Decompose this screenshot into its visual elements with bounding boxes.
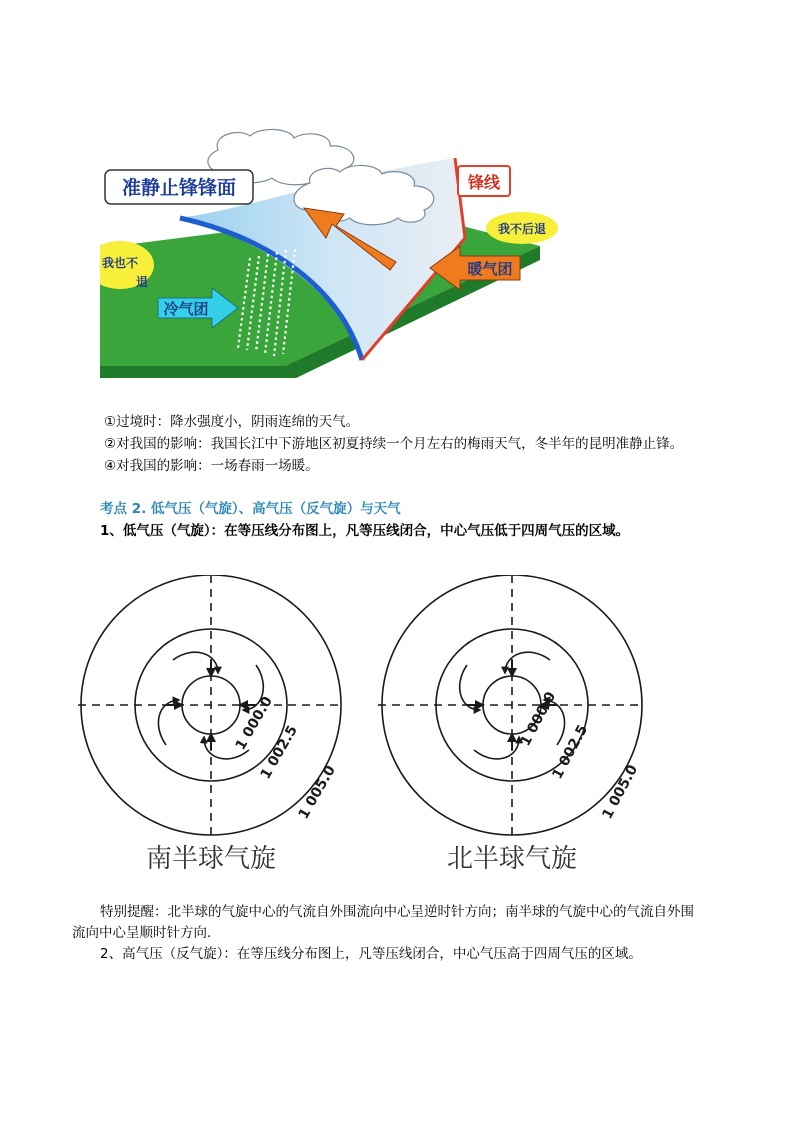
front-surface-label: 准静止锋锋面 xyxy=(121,177,237,199)
northern-caption: 北半球气旋 xyxy=(446,844,578,874)
northern-cyclone xyxy=(378,575,642,835)
item-high-pressure: 2、高气压（反气旋）：在等压线分布图上，凡等压线闭合，中心气压高于四周气压的区域。 xyxy=(100,946,642,962)
southern-isobar-1005: 1 005.0 xyxy=(295,762,339,822)
note-line-2: ②对我国的影响：我国长江中下游地区初夏持续一个月左右的梅雨天气，冬半年的昆明准静止锋。 xyxy=(104,436,684,452)
cold-bubble-text-1: 我也不 xyxy=(101,256,139,270)
reminder-line-1: 特别提醒：北半球的气旋中心的气流自外围流向中心呈逆时针方向；南半球的气旋中心的气流自外围 xyxy=(100,904,694,920)
southern-isobar-1000: 1 000.0 xyxy=(232,693,276,753)
northern-isobar-1000: 1 000.0 xyxy=(517,689,560,749)
northern-isobar-1002: 1 002.5 xyxy=(549,722,592,782)
southern-caption: 南半球气旋 xyxy=(145,844,277,874)
note-line-1: ①过境时：降水强度小，阴雨连绵的天气。 xyxy=(104,414,360,430)
warm-mass-label: 暖气团 xyxy=(467,260,513,278)
reminder-line-2: 流向中心呈顺时针方向. xyxy=(72,925,212,941)
item-low-pressure: 1、低气压（气旋）：在等压线分布图上，凡等压线闭合，中心气压低于四周气压的区域。 xyxy=(100,523,630,539)
warm-bubble-text: 我不后退 xyxy=(497,222,547,236)
note-line-3: ④对我国的影响：一场春雨一场暖。 xyxy=(104,458,319,474)
cold-mass-label: 冷气团 xyxy=(163,300,209,318)
front-diagram xyxy=(100,128,560,378)
cyclone-diagram xyxy=(78,575,682,885)
front-line-label: 锋线 xyxy=(467,173,501,192)
southern-cyclone xyxy=(78,575,341,835)
northern-isobar-1005: 1 005.0 xyxy=(599,762,642,822)
section-title: 考点 2. 低气压（气旋）、高气压（反气旋）与天气 xyxy=(100,501,401,517)
cold-bubble-text-2: 退 xyxy=(135,275,149,289)
southern-isobar-1002: 1 002.5 xyxy=(257,722,301,782)
